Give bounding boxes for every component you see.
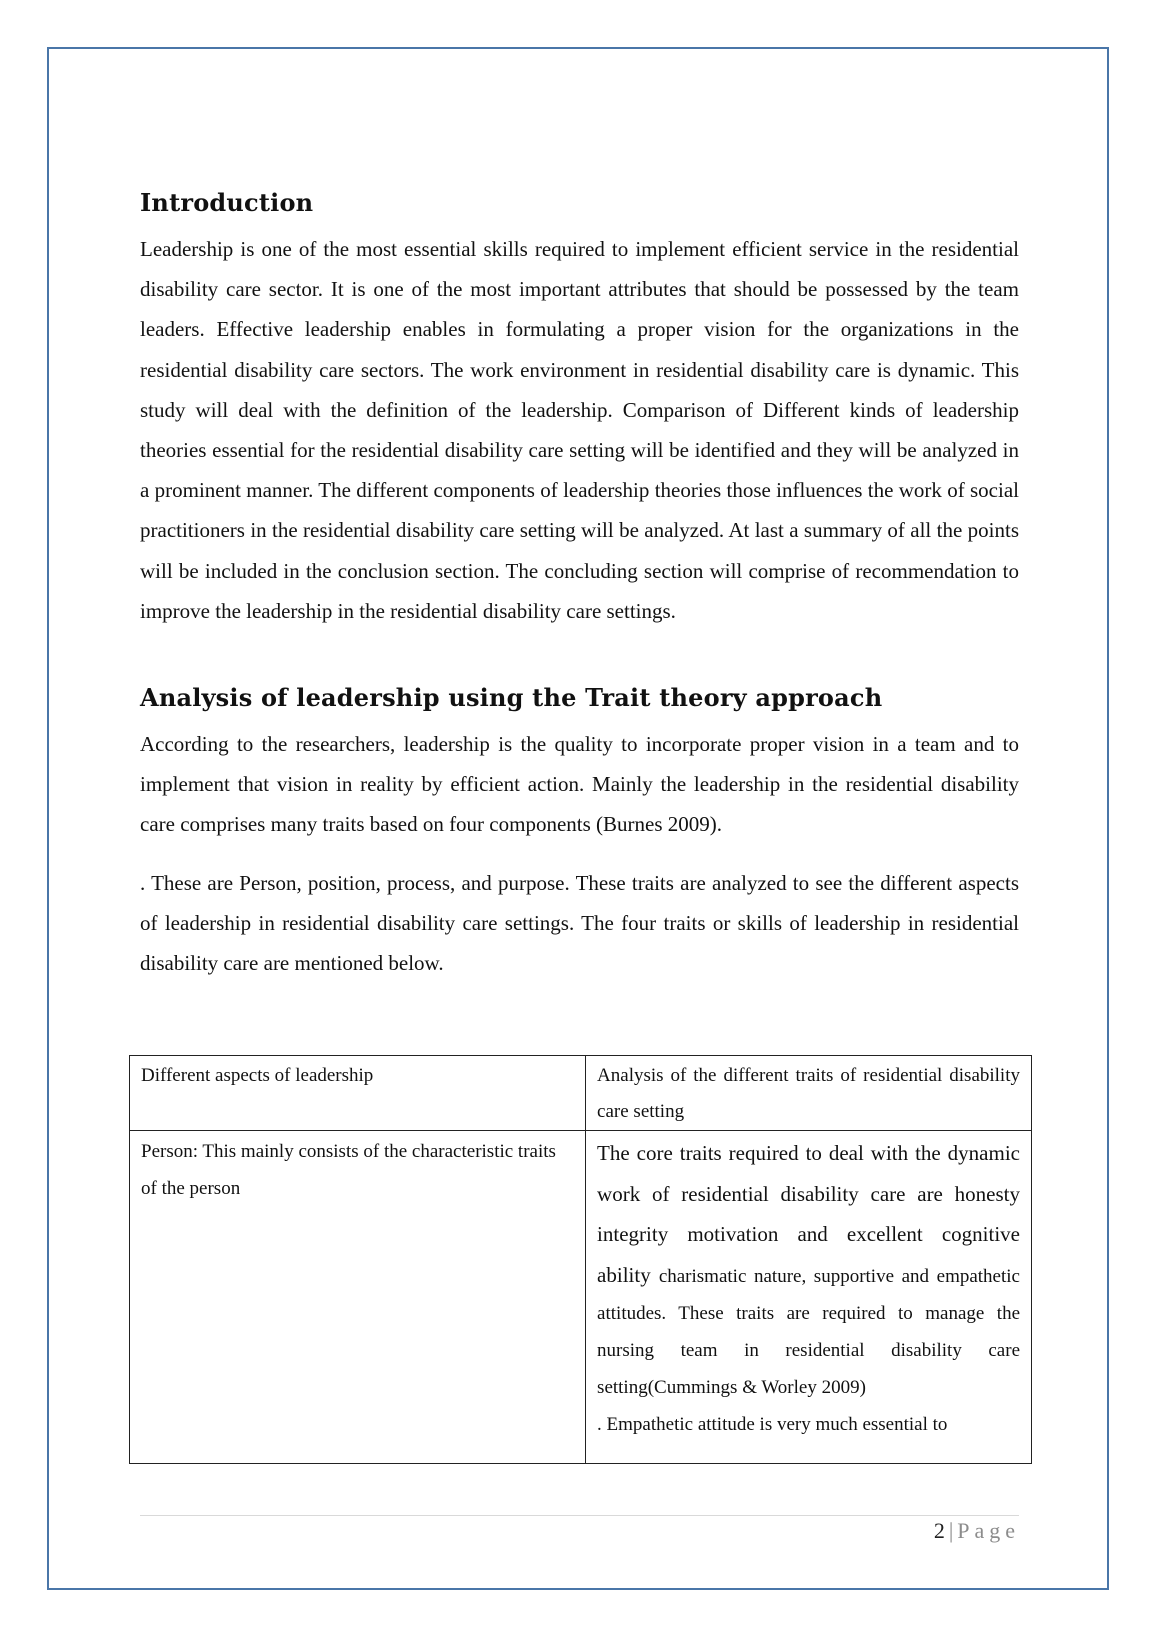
analysis-text-small: charismatic nature, supportive and empathetic attitudes. These traits are required to manage the nursing team in residential disability care setting(Cummings & Worley 2009) (597, 1265, 1020, 1398)
trait-paragraph-2: . These are Person, position, process, and purpose. These traits are analyzed to see the different aspects of leadership in residential disability care settings. The four traits or skills of leadership in residential disability care are mentioned below. (140, 870, 1019, 976)
footer-separator: | (948, 1518, 954, 1543)
document-body (140, 180, 1019, 983)
table-header-row (130, 1056, 1032, 1131)
table-row (130, 1131, 1032, 1464)
table-header-left: Different aspects of leadership (130, 1056, 586, 1131)
page-label: Page (957, 1518, 1020, 1543)
introduction-paragraph: Leadership is one of the most essential skills required to implement efficient service in the residential disability care sector. It is one of the most important attributes that should be possessed by the team leaders. Effective leadership enables in formulating a proper vision for the organizations in the residential disability care sectors. The work environment in residential disability care is dynamic. This study will deal with the definition of the leadership. Comparison of Different kinds of leadership theories essential for the residential disability care setting will be identified and they will be analyzed in a prominent manner. The different components of leadership theories those influences the work of social practitioners in the residential disability care setting will be analyzed. At last a summary of all the points will be included in the conclusion section. The concluding section will comprise of recommendation to improve the leadership in the residential disability care settings. (140, 237, 1019, 623)
page-number: 2 (933, 1518, 945, 1543)
leadership-aspects-table (129, 1055, 1032, 1464)
introduction-heading: Introduction (140, 188, 314, 217)
trait-paragraph-1: According to the researchers, leadership is the quality to incorporate proper vision in a team and to implement that vision in reality by efficient action. Mainly the leadership in the residential disability care comprises many traits based on four components (Burnes 2009). (140, 732, 1019, 837)
page-footer (934, 1516, 1020, 1546)
trait-theory-heading: Analysis of leadership using the Trait theory approach (140, 683, 883, 713)
analysis-text-continued: . Empathetic attitude is very much essential to (597, 1414, 948, 1435)
table-header-right: Analysis of the different traits of residential disability care setting (586, 1056, 1032, 1131)
table-cell-person-analysis (586, 1131, 1032, 1464)
footer-divider (140, 1515, 1019, 1516)
analysis-text-large: The core traits required to deal with the dynamic work of residential disability care are honesty integrity motivation and excellent cognitive ability (597, 1141, 1020, 1287)
table-cell-person: Person: This mainly consists of the characteristic traits of the person (130, 1131, 586, 1464)
